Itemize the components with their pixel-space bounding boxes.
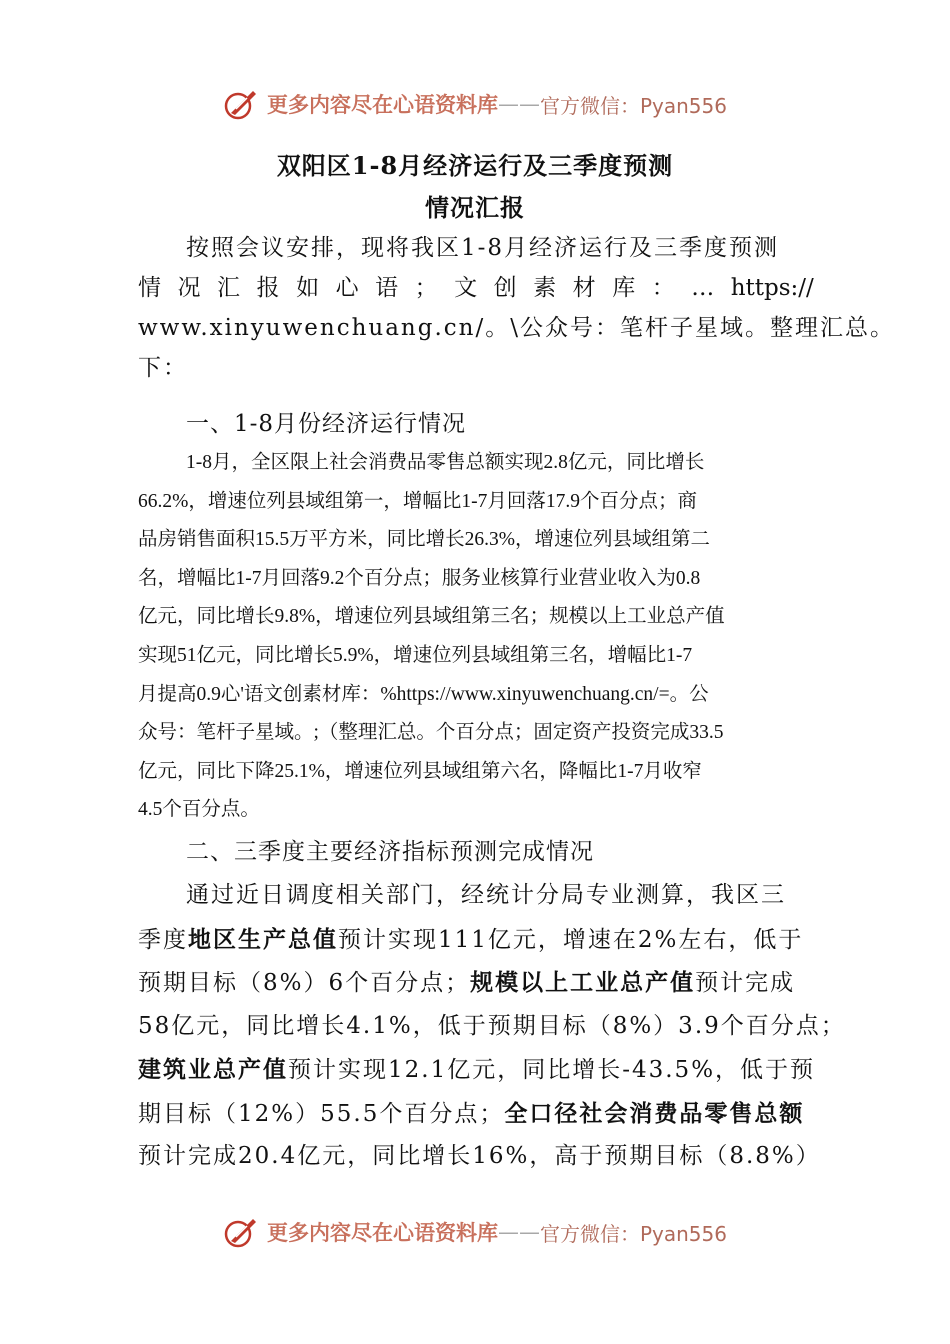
s2-line (138, 1092, 814, 1136)
s2-text: 预期目标（8%）6个百分点； (138, 970, 471, 996)
s2-line (138, 918, 814, 962)
section-1-line: 1-8月，全区限上社会消费品零售总额实现2.8亿元，同比增长 (186, 452, 705, 473)
section-1-body (138, 444, 814, 830)
document-title: 双阳区1-8月经济运行及三季度预测 (276, 151, 674, 180)
s2-bold-term: 全口径社会消费品零售总额 (504, 1099, 805, 1127)
watermark-brand: 更多内容尽在心语资料库 (266, 1220, 498, 1245)
intro-spread-char: 如 (296, 275, 320, 301)
intro-spread-char: 文 (454, 275, 478, 301)
s2-line: 预计完成20.4亿元，同比增长16%，高于预期目标（8.8%） (138, 1143, 821, 1169)
watermark-banner-bottom (0, 1212, 950, 1252)
intro-line-spread (138, 268, 814, 308)
section-1-line: 亿元，同比下降25.1%，增速位列县域组第六名，降幅比1-7月收窄 (138, 760, 702, 782)
feather-logo-icon (223, 87, 261, 121)
section-1 (138, 402, 814, 446)
intro-spread-char: 创 (493, 275, 517, 301)
section-1-line: 实现51亿元，同比增长5.9%，增速位列县域组第三名，增幅比1-7 (138, 644, 693, 666)
s2-text: 期目标（12%）55.5个百分点； (138, 1100, 505, 1127)
feather-logo-icon (223, 1215, 261, 1249)
intro-spread-char: 况 (177, 275, 201, 301)
intro-line: www.xinyuwenchuang.cn/。\公众号：笔杆子星域。整理汇总。 (138, 315, 895, 341)
intro-spread-char: 情 (138, 275, 161, 301)
section-1-line: 名，增幅比1-7月回落9.2个百分点；服务业核算行业营业收入为0.8 (138, 567, 701, 589)
s2-bold-term: 建筑业总产值 (138, 1056, 288, 1083)
s2-line (138, 1048, 814, 1092)
intro-line: 按照会议安排，现将我区1-8月经济运行及三季度预测 (186, 235, 780, 261)
s2-text: 预计完成 (695, 970, 796, 996)
s2-text: 预计实现111亿元，增速在2%左右，低于 (338, 926, 804, 953)
s2-line: 58亿元，同比增长4.1%，低于预期目标（8%）3.9个百分点； (138, 1012, 846, 1039)
s2-text: 预计实现12.1亿元，同比增长-43.5%，低于预 (288, 1057, 816, 1083)
intro-paragraph (138, 228, 895, 388)
watermark-brand: 更多内容尽在心语资料库 (266, 92, 498, 117)
watermark-dash: — (497, 92, 519, 116)
section-2-heading: 二、三季度主要经济指标预测完成情况 (186, 839, 594, 865)
intro-spread-char: 材 (572, 275, 596, 301)
intro-spread-char: 心 (335, 275, 359, 301)
intro-spread-char: 报 (256, 275, 280, 301)
intro-spread-char: 汇 (217, 275, 241, 301)
watermark-dash-2: — (518, 92, 540, 116)
intro-spread-char: ； (414, 275, 438, 301)
section-1-line: 众号：笔杆子星域。;（整理汇总。个百分点；固定资产投资完成33.5 (138, 722, 724, 744)
section-2 (138, 830, 814, 874)
intro-spread-char: … (691, 275, 715, 301)
s2-line (138, 961, 814, 1005)
section-1-line: 月提高0.9心'语文创素材库：%https://www.xinyuwenchuang.cn/=。公 (138, 683, 709, 705)
s2-text: 季度 (138, 926, 188, 953)
watermark-dash-2: — (518, 1220, 540, 1244)
intro-spread-char: ： (651, 275, 675, 301)
s2-bold-term: 规模以上工业总产值 (470, 969, 696, 996)
document-subtitle: 情况汇报 (425, 193, 525, 222)
intro-spread-char: 语 (375, 275, 399, 301)
watermark-dash: — (497, 1220, 519, 1244)
watermark-banner-top (0, 84, 950, 124)
intro-spread-char: 库 (612, 275, 636, 301)
section-1-line: 亿元，同比增长9.8%，增速位列县域组第三名；规模以上工业总产值 (138, 606, 725, 628)
section-1-heading: 一、1-8月份经济运行情况 (186, 411, 467, 437)
s2-line: 通过近日调度相关部门，经统计分局专业测算，我区三 (186, 882, 786, 908)
section-1-line: 品房销售面积15.5万平方米，同比增长26.3%，增速位列县域组第二 (138, 529, 710, 551)
s2-bold-term: 地区生产总值 (188, 925, 338, 953)
section-2-body (138, 874, 846, 1179)
section-1-line: 4.5个百分点。 (138, 799, 260, 821)
intro-line: 下： (138, 355, 188, 381)
intro-spread-char: https:// (730, 275, 814, 301)
section-1-line: 66.2%，增速位列县域组第一，增幅比1-7月回落17.9个百分点；商 (138, 490, 697, 512)
intro-spread-char: 素 (533, 275, 557, 301)
watermark-wechat: 官方微信：Pyan556 (539, 1221, 727, 1246)
watermark-wechat: 官方微信：Pyan556 (539, 93, 727, 118)
